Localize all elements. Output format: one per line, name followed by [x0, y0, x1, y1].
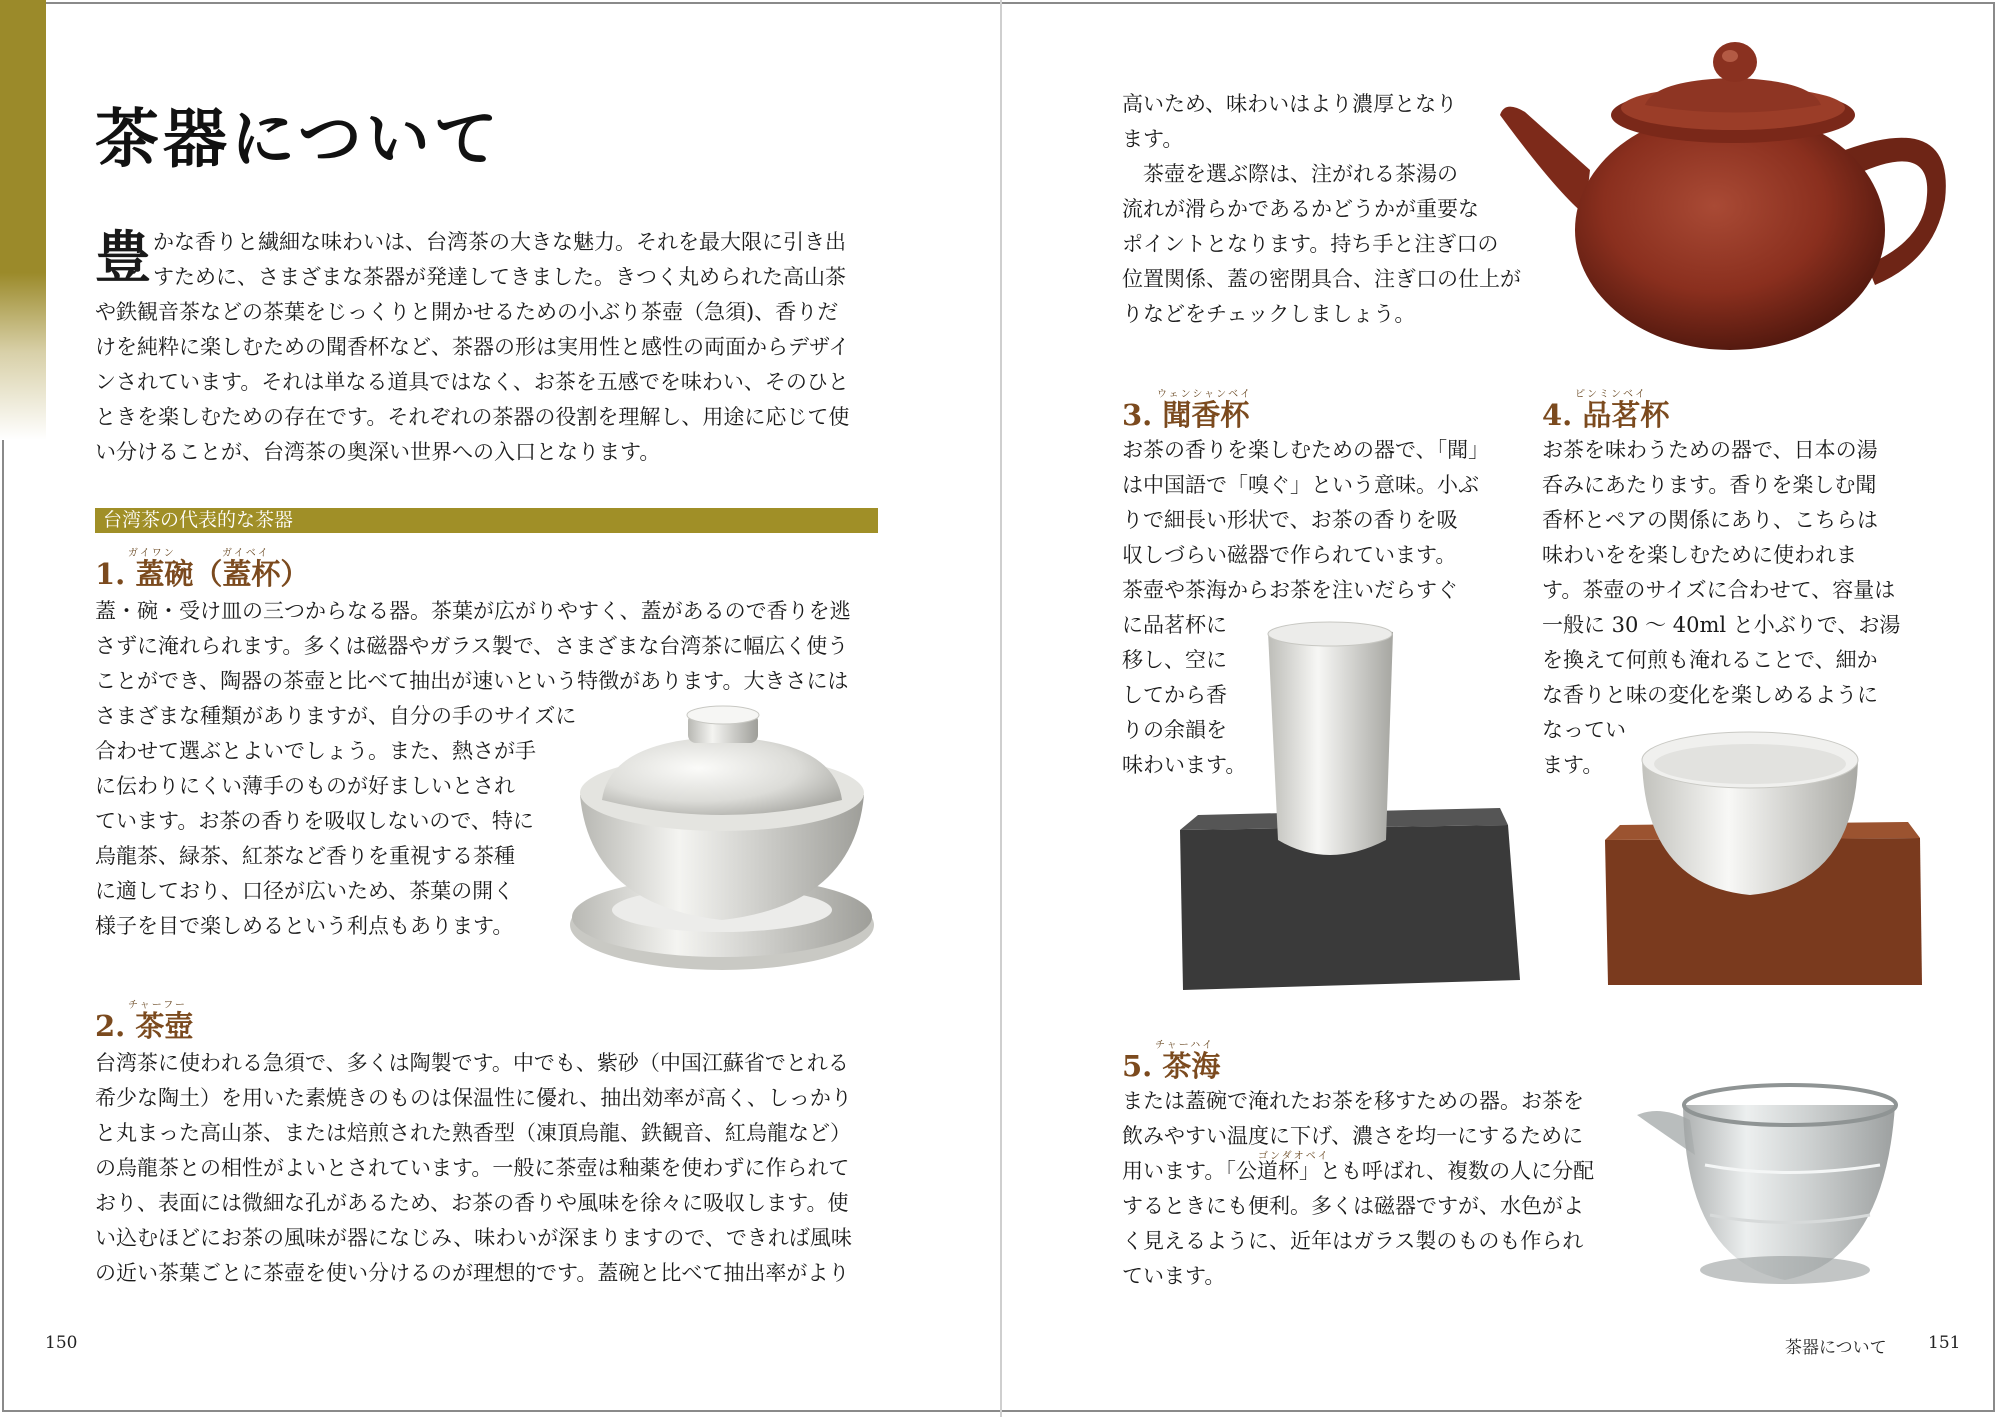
- page-number-left: 150: [45, 1333, 78, 1353]
- aroma-cup-photo: [1168, 620, 1528, 990]
- text-line: さまざまな種類がありますが、自分の手のサイズに: [95, 704, 577, 728]
- intro-dropcap: 豊: [95, 225, 151, 291]
- text-line: 味わいます。: [1122, 753, 1247, 777]
- text-line: お茶を味わうための器で、日本の湯: [1542, 438, 1878, 462]
- gold-decorative-band: [0, 0, 46, 440]
- text-line: さずに淹れられます。多くは磁器やガラス製で、さまざまな台湾茶に幅広く使う: [95, 634, 849, 658]
- text-line: 希少な陶土）を用いた素焼きのものは保温性に優れ、抽出効率が高く、しっかり: [95, 1086, 852, 1110]
- text-line: 蓋・碗・受け皿の三つからなる器。茶葉が広がりやすく、蓋があるので香りを逃: [95, 599, 851, 623]
- text-line: 合わせて選ぶとよいでしょう。また、熱さが手: [95, 739, 536, 763]
- text-line: く見えるように、近年はガラス製のものも作られ: [1122, 1229, 1584, 1253]
- text-line: 飲みやすい温度に下げ、濃さを均一にするために: [1122, 1124, 1584, 1148]
- heading-tasting-cup: 4. 品茗杯: [1542, 398, 1670, 432]
- text-line: ことができ、陶器の茶壺と比べて抽出が速いという特徴があります。大きさには: [95, 669, 849, 693]
- text-line: ています。お茶の香りを吸収しないので、特に: [95, 809, 534, 833]
- ruby-pinmingbei: ピンミンベイ: [1575, 389, 1647, 400]
- intro-line: や鉄観音茶などの茶葉をじっくりと開かせるための小ぶり茶壺（急須)、香りだ: [95, 300, 839, 324]
- text-line: 収しづらい磁器で作られています。: [1122, 543, 1457, 567]
- text-line: 茶壺を選ぶ際は、注がれる茶湯の: [1122, 162, 1458, 186]
- text-line: お茶の香りを楽しむための器で、「聞」: [1122, 438, 1490, 462]
- text-line: おり、表面には微細な孔があるため、お茶の香りや風味を徐々に吸収します。使: [95, 1191, 849, 1215]
- text-line: い込むほどにお茶の風味が器になじみ、味わいが深まりますので、できれば風味: [95, 1226, 852, 1250]
- text-line: は中国語で「嗅ぐ」という意味。小ぶ: [1122, 473, 1479, 497]
- intro-line: けを純粋に楽しむための聞香杯など、茶器の形は実用性と感性の両面からデザイ: [95, 335, 850, 359]
- heading-aroma-cup: 3. 聞香杯: [1122, 398, 1250, 432]
- text-line: に品茗杯に: [1122, 613, 1227, 637]
- ruby-gaibei: ガイベイ: [222, 548, 270, 559]
- page-title: 茶器について: [95, 102, 502, 177]
- text-line: 台湾茶に使われる急須で、多くは陶製です。中でも、紫砂（中国江蘇省でとれる: [95, 1051, 849, 1075]
- text-line: 茶壺や茶海からお茶を注いだらすぐ: [1122, 578, 1458, 602]
- section-bar: 台湾茶の代表的な茶器: [95, 508, 878, 533]
- heading-teapot: 2. 茶壺: [95, 1009, 194, 1043]
- text-line: ポイントとなります。持ち手と注ぎ口の: [1122, 232, 1499, 256]
- text-line: 香杯とペアの関係にあり、こちらは: [1542, 508, 1878, 532]
- text-line: りで細長い形状で、お茶の香りを吸: [1122, 508, 1458, 532]
- text-line: と丸まった高山茶、または焙煎された熟香型（凍頂烏龍、鉄観音、紅烏龍など）: [95, 1121, 851, 1145]
- page-number-right: 151: [1928, 1333, 1961, 1353]
- ruby-gongdaobei: ゴンダオベイ: [1258, 1151, 1330, 1162]
- tasting-cup-photo: [1600, 730, 1930, 990]
- text-line: を換えて何煎も淹れることで、細か: [1542, 648, 1878, 672]
- text-line: の烏龍茶との相性がよいとされています。一般に茶壺は釉薬を使わずに作られて: [95, 1156, 850, 1180]
- text-line: 流れが滑らかであるかどうかが重要な: [1122, 197, 1479, 221]
- text-line: 用います。「公道杯」とも呼ばれ、複数の人に分配: [1122, 1159, 1595, 1183]
- intro-line: ンされています。それは単なる道具ではなく、お茶を五感でを味わい、そのひと: [95, 370, 849, 394]
- teapot-continued-text: [1122, 87, 1522, 332]
- text-line: 呑みにあたります。香りを楽しむ聞: [1542, 473, 1877, 497]
- gutter-divider: [1000, 0, 1002, 1417]
- heading-pitcher: 5. 茶海: [1122, 1049, 1221, 1083]
- teapot-text: [95, 1046, 895, 1291]
- text-line: の近い茶葉ごとに茶壺を使い分けるのが理想的です。蓋碗と比べて抽出率がより: [95, 1261, 850, 1285]
- ruby-chahai: チャーハイ: [1155, 1040, 1215, 1051]
- text-line: に適しており、口径が広いため、茶葉の開く: [95, 879, 515, 903]
- text-line: ます。: [1122, 127, 1184, 151]
- gaiwan-text-narrow: [95, 734, 565, 944]
- text-line: な香りと味の変化を楽しめるように: [1542, 683, 1878, 707]
- text-line: 一般に 30 ～ 40ml と小ぶりで、お湯: [1542, 613, 1901, 637]
- intro-line: すために、さまざまな茶器が発達してきました。きつく丸められた高山茶: [153, 265, 846, 289]
- text-line: ます。: [1542, 753, 1604, 777]
- aroma-cup-text-full: [1122, 433, 1512, 608]
- text-line: す。茶壺のサイズに合わせて、容量は: [1542, 578, 1896, 602]
- text-line: りなどをチェックしましょう。: [1122, 302, 1416, 326]
- text-line: に伝わりにくい薄手のものが好ましいとされ: [95, 774, 515, 798]
- glass-pitcher-photo: [1635, 1075, 1910, 1290]
- text-line: 味わいをを楽しむために使われま: [1542, 543, 1857, 567]
- text-line: または蓋碗で淹れたお茶を移すための器。お茶を: [1122, 1089, 1584, 1113]
- text-line: 移し、空に: [1122, 648, 1227, 672]
- gaiwan-photo: [560, 705, 890, 990]
- intro-line: かな香りと繊細な味わいは、台湾茶の大きな魅力。それを最大限に引き出: [153, 230, 846, 254]
- text-line: 高いため、味わいはより濃厚となり: [1122, 92, 1458, 116]
- ruby-gaiwan: ガイワン: [128, 548, 176, 559]
- teapot-photo: [1495, 40, 1965, 360]
- text-line: ています。: [1122, 1264, 1226, 1288]
- pitcher-text: [1122, 1084, 1642, 1294]
- text-line: してから香: [1122, 683, 1227, 707]
- intro-line: ときを楽しむための存在です。それぞれの茶器の役割を理解し、用途に応じて使: [95, 405, 850, 429]
- text-line: 位置関係、蓋の密閉具合、注ぎ口の仕上が: [1122, 267, 1521, 291]
- text-line: するときにも便利。多くは磁器ですが、水色がよ: [1122, 1194, 1584, 1218]
- text-line: なってい: [1542, 718, 1626, 742]
- text-line: りの余韻を: [1122, 718, 1227, 742]
- text-line: 烏龍茶、緑茶、紅茶など香りを重視する茶種: [95, 844, 515, 868]
- heading-gaiwan: 1. 蓋碗（蓋杯）: [95, 557, 310, 591]
- intro-paragraph: [95, 225, 885, 470]
- running-head: 茶器について: [1785, 1338, 1887, 1358]
- text-line: 様子を目で楽しめるという利点もあります。: [95, 914, 514, 938]
- ruby-wenxiangbei: ウェンシャンベイ: [1157, 389, 1253, 400]
- ruby-chafu: チャーフー: [128, 1000, 187, 1011]
- intro-line: い分けることが、台湾茶の奥深い世界への入口となります。: [95, 440, 661, 464]
